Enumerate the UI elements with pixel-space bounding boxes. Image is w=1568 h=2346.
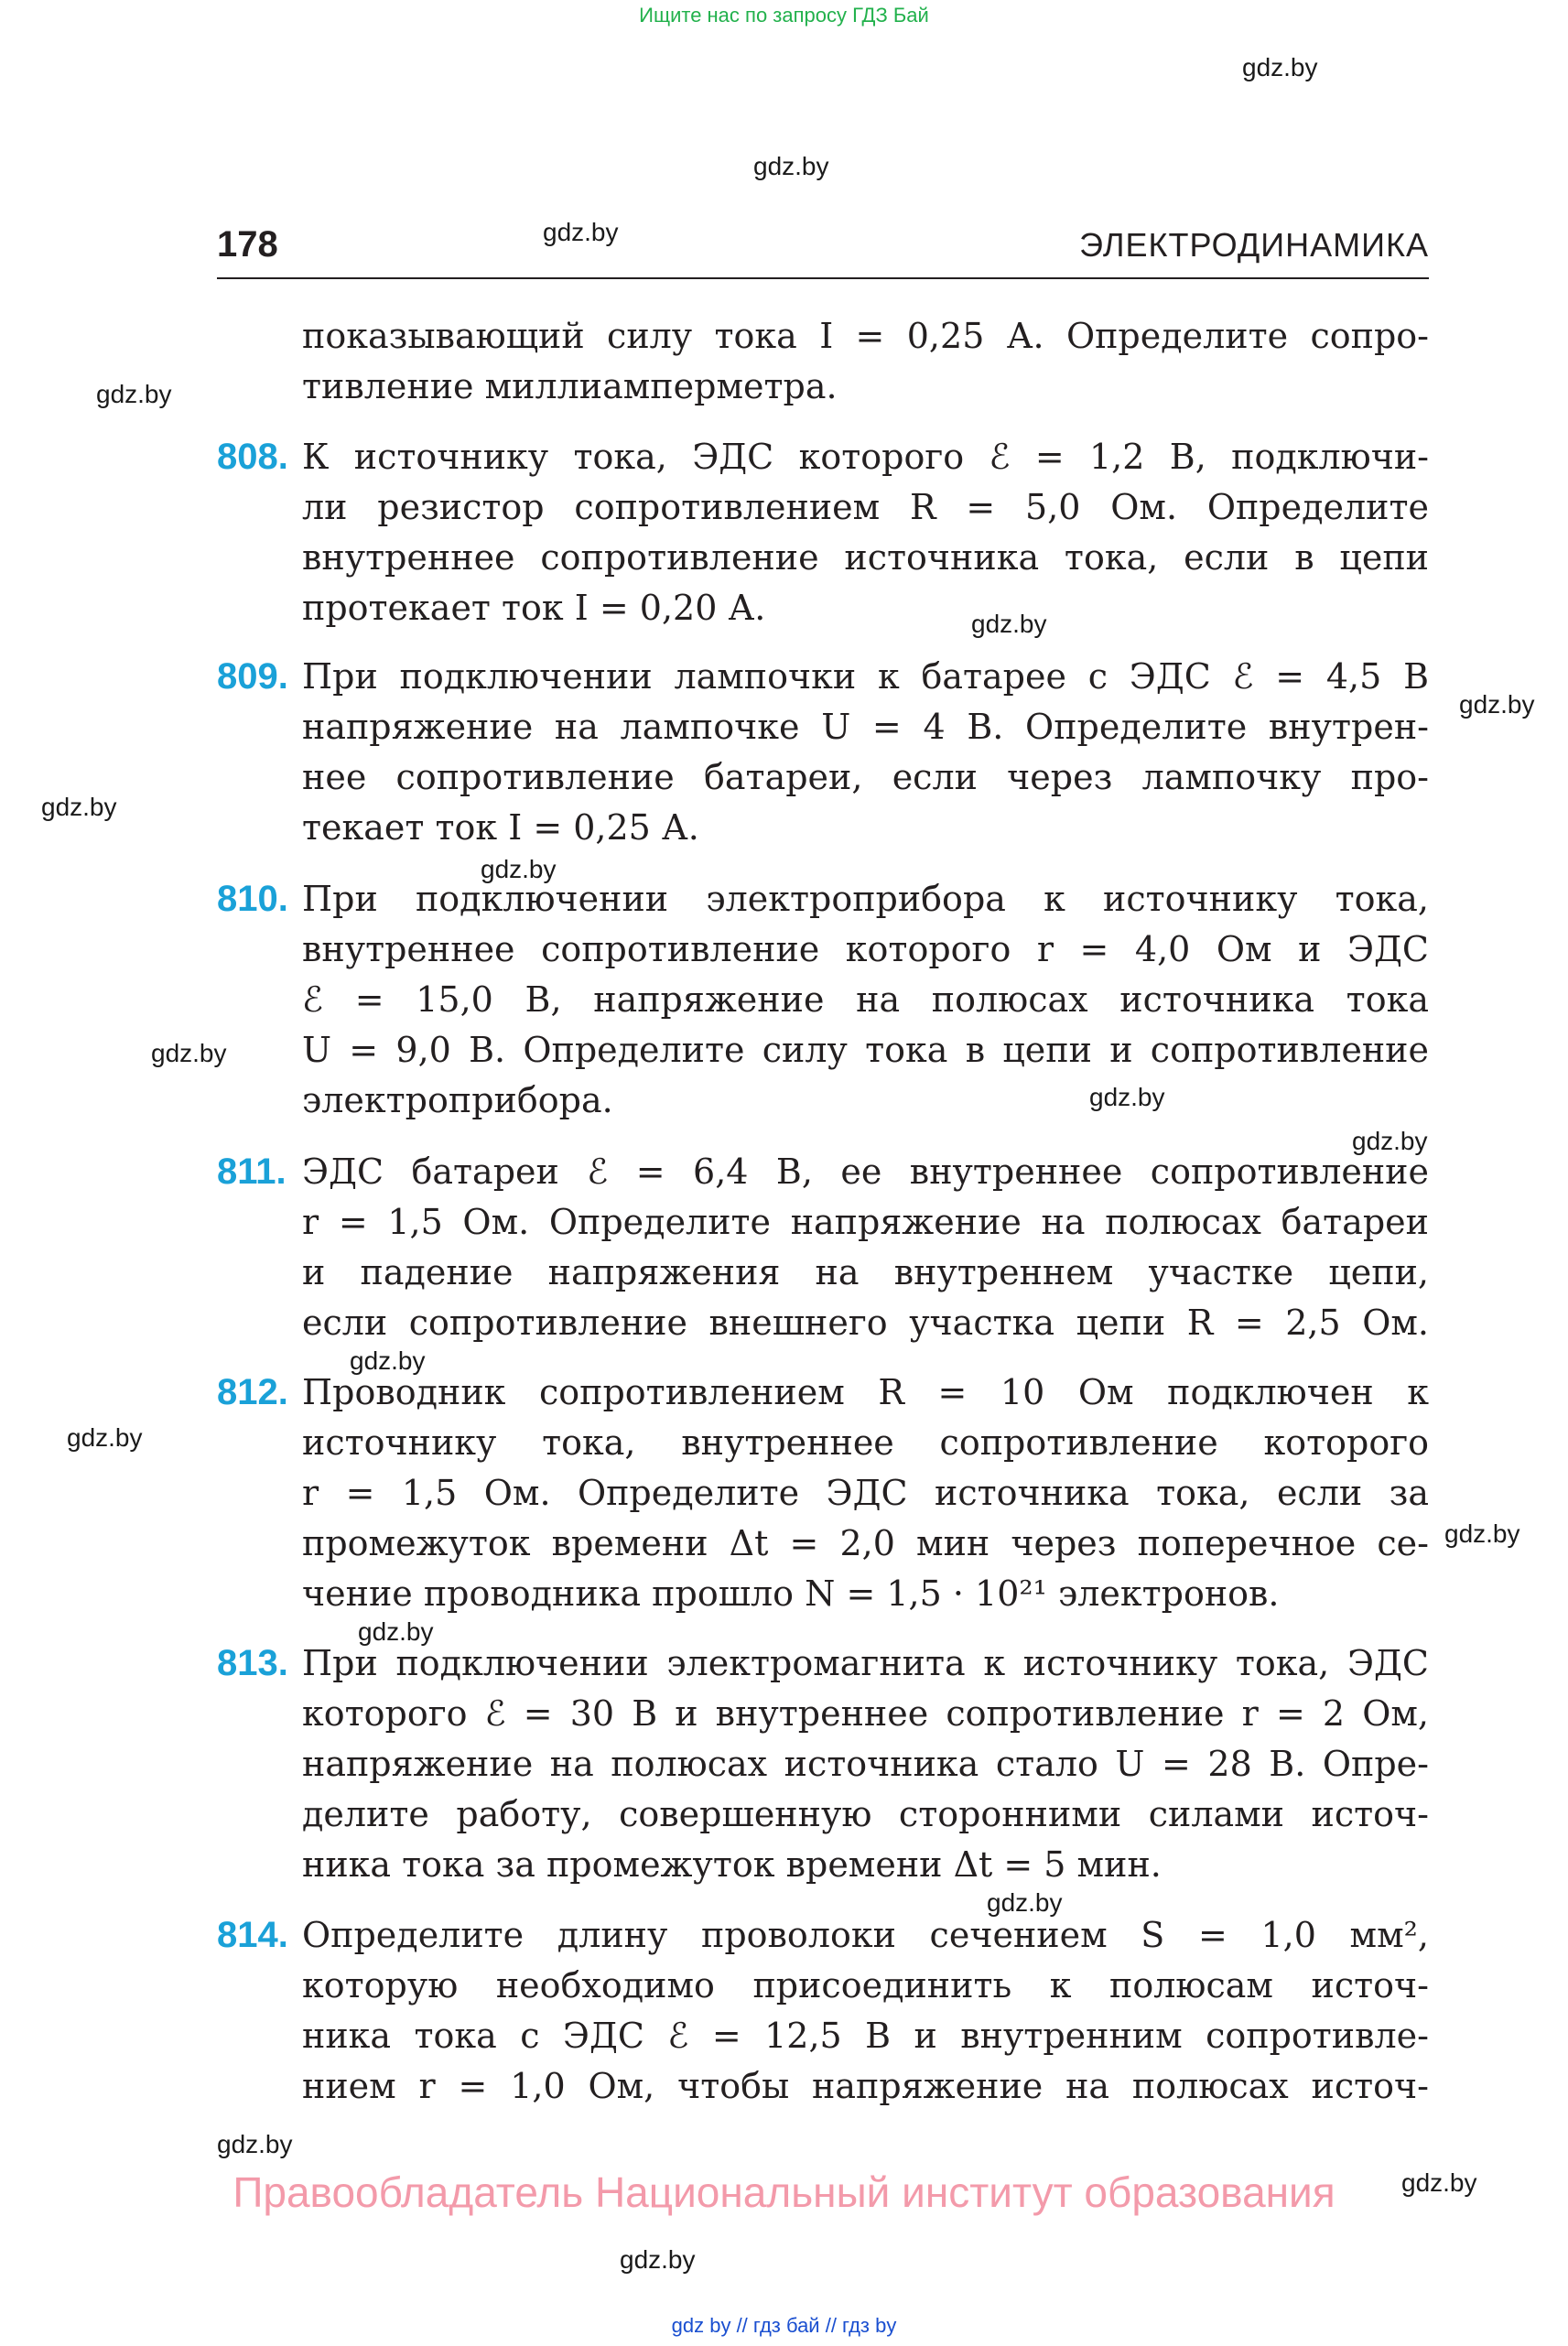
problem-number: 813. xyxy=(217,1643,288,1683)
watermark: gdz.by xyxy=(987,1888,1063,1917)
text-line: если сопротивление внешнего участка цепи R = 2,5 Ом. xyxy=(302,1303,1429,1343)
problem-number: 809. xyxy=(217,656,288,697)
watermark: gdz.by xyxy=(151,1039,227,1067)
watermark: gdz.by xyxy=(620,2245,696,2274)
section-title: ЭЛЕКТРОДИНАМИКА xyxy=(1079,226,1429,264)
text-line: К источнику тока, ЭДС которого ℰ = 1,2 В, подключи- xyxy=(302,437,1429,477)
watermark: gdz.by xyxy=(1401,2168,1477,2197)
watermark: gdz.by xyxy=(41,793,117,821)
watermark: gdz.by xyxy=(350,1346,426,1375)
bottom-search-links[interactable]: gdz by // гдз бай // гдз by xyxy=(671,2314,897,2337)
text-line: ли резистор сопротивлением R = 5,0 Ом. Определите xyxy=(302,487,1429,527)
text-line: ника тока с ЭДС ℰ = 12,5 В и внутренним сопротивле- xyxy=(302,2016,1429,2056)
text-line: ЭДС батареи ℰ = 6,4 В, ее внутреннее сопротивление xyxy=(302,1151,1429,1192)
text-line: нием r = 1,0 Ом, чтобы напряжение на полюсах источ- xyxy=(302,2066,1429,2106)
text-line: r = 1,5 Ом. Определите напряжение на полюсах батареи xyxy=(302,1202,1429,1242)
problem-number: 810. xyxy=(217,879,288,919)
watermark: gdz.by xyxy=(358,1617,434,1646)
problem-number: 812. xyxy=(217,1372,288,1412)
header-rule xyxy=(217,277,1429,279)
text-line: и падение напряжения на внутреннем участке цепи, xyxy=(302,1252,1429,1292)
text-line: показывающий силу тока I = 0,25 А. Определите сопро- xyxy=(302,316,1429,356)
text-line: r = 1,5 Ом. Определите ЭДС источника тока, если за xyxy=(302,1473,1429,1513)
text-line: которого ℰ = 30 В и внутреннее сопротивление r = 2 Ом, xyxy=(302,1693,1429,1734)
text-line: электроприбора. xyxy=(302,1080,613,1120)
watermark: gdz.by xyxy=(67,1423,143,1452)
problem-number: 808. xyxy=(217,437,288,477)
watermark: gdz.by xyxy=(1352,1127,1428,1155)
text-line: источнику тока, внутреннее сопротивление которого xyxy=(302,1422,1429,1463)
text-line: Определите длину проволоки сечением S = 1,0 мм², xyxy=(302,1915,1429,1955)
text-line: протекает ток I = 0,20 А. xyxy=(302,588,766,628)
problem-number: 811. xyxy=(217,1151,287,1192)
watermark: gdz.by xyxy=(1459,690,1535,719)
text-line: ника тока за промежуток времени Δt = 5 мин. xyxy=(302,1844,1162,1885)
text-line: тивление миллиамперметра. xyxy=(302,366,838,406)
text-line: внутреннее сопротивление источника тока, если в цепи xyxy=(302,537,1429,578)
text-line: чение проводника прошло N = 1,5 · 10²¹ электронов. xyxy=(302,1573,1280,1614)
watermark: gdz.by xyxy=(217,2130,293,2158)
watermark: gdz.by xyxy=(753,152,829,180)
text-line: При подключении лампочки к батарее с ЭДС ℰ = 4,5 В xyxy=(302,656,1429,697)
problem-number: 814. xyxy=(217,1915,288,1955)
text-line: напряжение на лампочке U = 4 В. Определите внутрен- xyxy=(302,707,1429,747)
page-number: 178 xyxy=(217,224,278,265)
text-line: делите работу, совершенную сторонними силами источ- xyxy=(302,1794,1429,1834)
watermark: gdz.by xyxy=(481,855,557,883)
text-line: внутреннее сопротивление которого r = 4,0 Ом и ЭДС xyxy=(302,929,1429,969)
text-line: текает ток I = 0,25 А. xyxy=(302,807,699,848)
text-line: При подключении электроприбора к источнику тока, xyxy=(302,879,1429,919)
text-line: U = 9,0 В. Определите силу тока в цепи и сопротивление xyxy=(302,1030,1429,1070)
watermark: gdz.by xyxy=(1444,1519,1520,1548)
text-line: При подключении электромагнита к источнику тока, ЭДС xyxy=(302,1643,1429,1683)
text-line: которую необходимо присоединить к полюсам источ- xyxy=(302,1965,1429,2005)
text-line: промежуток времени Δt = 2,0 мин через поперечное се- xyxy=(302,1523,1429,1563)
watermark: gdz.by xyxy=(96,380,172,408)
watermark: gdz.by xyxy=(971,610,1047,638)
copyright-footer: Правообладатель Национальный институт образования xyxy=(232,2168,1336,2216)
watermark: gdz.by xyxy=(1089,1083,1165,1111)
watermark: gdz.by xyxy=(543,218,619,246)
text-line: Проводник сопротивлением R = 10 Ом подключен к xyxy=(302,1372,1429,1412)
text-line: нее сопротивление батареи, если через лампочку про- xyxy=(302,757,1429,797)
text-line: напряжение на полюсах источника стало U = 28 В. Опре- xyxy=(302,1744,1429,1784)
text-line: ℰ = 15,0 В, напряжение на полюсах источника тока xyxy=(302,979,1429,1020)
top-search-hint[interactable]: Ищите нас по запросу ГДЗ Бай xyxy=(639,4,929,27)
watermark: gdz.by xyxy=(1242,53,1318,81)
